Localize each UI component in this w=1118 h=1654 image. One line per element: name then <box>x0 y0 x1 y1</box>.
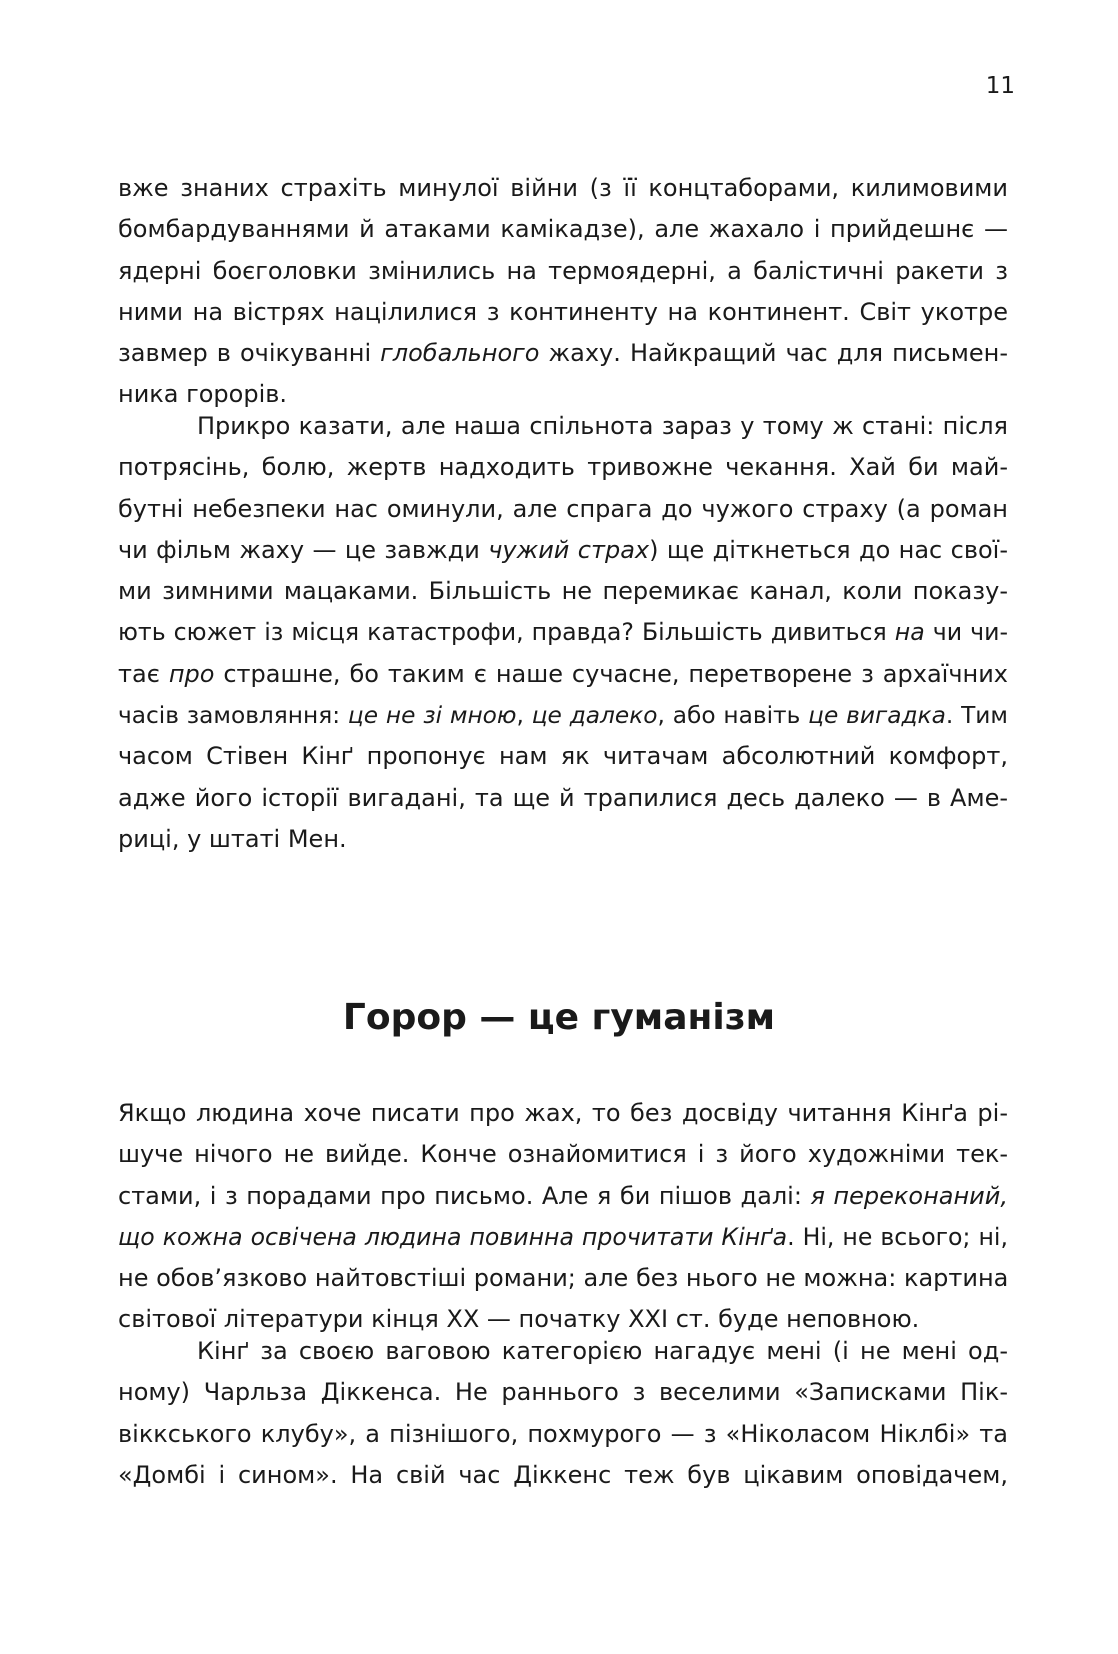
text-line: що кожна освічена людина повинна прочитати Кінґа. Ні, не всього; ні, <box>118 1222 1008 1251</box>
text-line: вже знаних страхіть минулої війни (з її концтаборами, килимовими <box>118 174 1008 202</box>
emphasis: глобального <box>380 339 540 368</box>
section-heading: Горор — це гуманізм <box>342 997 776 1038</box>
text-line: потрясінь, болю, жертв надходить тривожне чекання. Хай би май- <box>118 453 1008 482</box>
text-line: віккського клубу», а пізнішого, похмурого — з «Ніколасом Ніклбі» та <box>118 1419 1008 1448</box>
text-line: ядерні боєголовки змінились на термоядерні, а балістичні ракети з <box>118 256 1008 285</box>
text-line: ними на вістрях націлилися з континенту на континент. Світ укотре <box>118 297 1008 326</box>
paragraph-1 <box>118 168 1008 416</box>
text-line: світової літератури кінця XX — початку XXI ст. буде неповною. <box>118 1305 920 1334</box>
text-line: шуче нічого не вийде. Конче ознайомитися і з його художніми тек- <box>118 1140 1008 1169</box>
emphasis: про <box>168 659 215 688</box>
text-line: «Домбі і сином». На свій час Діккенс теж був цікавим оповідачем, <box>118 1460 1008 1489</box>
emphasis: чужий страх <box>488 535 650 564</box>
text-line: ному) Чарльза Діккенса. Не раннього з веселими «Записками Пік- <box>118 1378 1008 1407</box>
emphasis: це далеко <box>531 702 658 730</box>
emphasis: це не зі мною <box>347 702 517 730</box>
text-line: часом Стівен Кінґ пропонує нам як читачам абсолютний комфорт, <box>118 742 1008 771</box>
text-line: ми зимними мацаками. Більшість не перемикає канал, коли показу- <box>118 577 1008 606</box>
text-line: Якщо людина хоче писати про жах, то без досвіду читання Кінґа рі- <box>118 1099 1008 1127</box>
emphasis: я переконаний, <box>810 1181 1008 1210</box>
text-line: адже його історії вигадані, та ще й трапилися десь далеко — в Аме- <box>118 783 1008 812</box>
emphasis: це вигадка <box>808 702 946 730</box>
text-line: тає про страшне, бо таким є наше сучасне, перетворене з архаїчних <box>118 659 1008 688</box>
paragraph-2 <box>118 406 1008 860</box>
emphasis: на <box>894 618 925 647</box>
text-line: чи фільм жаху — це завжди чужий страх) ще діткнеться до нас свої- <box>118 535 1008 564</box>
text-line: стами, і з порадами про письмо. Але я би пішов далі: я переконаний, <box>118 1181 1008 1210</box>
emphasis: що кожна освічена людина повинна прочитати Кінґа <box>118 1222 788 1251</box>
text-line: риці, у штаті Мен. <box>118 824 347 853</box>
text-line: ника горорів. <box>118 380 288 409</box>
text-line: завмер в очікуванні глобального жаху. Найкращий час для письмен- <box>118 339 1008 368</box>
text-line: Прикро казати, але наша спільнота зараз у тому ж стані: після <box>197 412 1008 440</box>
text-line: часів замовляння: це не зі мною, це далеко, або навіть це вигадка. Тим <box>118 702 1008 730</box>
text-line: бутні небезпеки нас оминули, але спрага до чужого страху (а роман <box>118 494 1008 523</box>
paragraph-3 <box>118 1093 1008 1341</box>
text-line: ють сюжет із місця катастрофи, правда? Більшість дивиться на чи чи- <box>118 618 1009 647</box>
text-line: Кінґ за своєю ваговою категорією нагадує мені (і не мені од- <box>197 1337 1008 1365</box>
text-line: бомбардуваннями й атаками камікадзе), але жахало і прийдешнє — <box>118 215 1008 244</box>
paragraph-4 <box>118 1331 1008 1496</box>
text-line: не обов’язково найтовстіші романи; але без нього не можна: картина <box>118 1264 1009 1293</box>
page-number: 11 <box>985 73 1015 99</box>
